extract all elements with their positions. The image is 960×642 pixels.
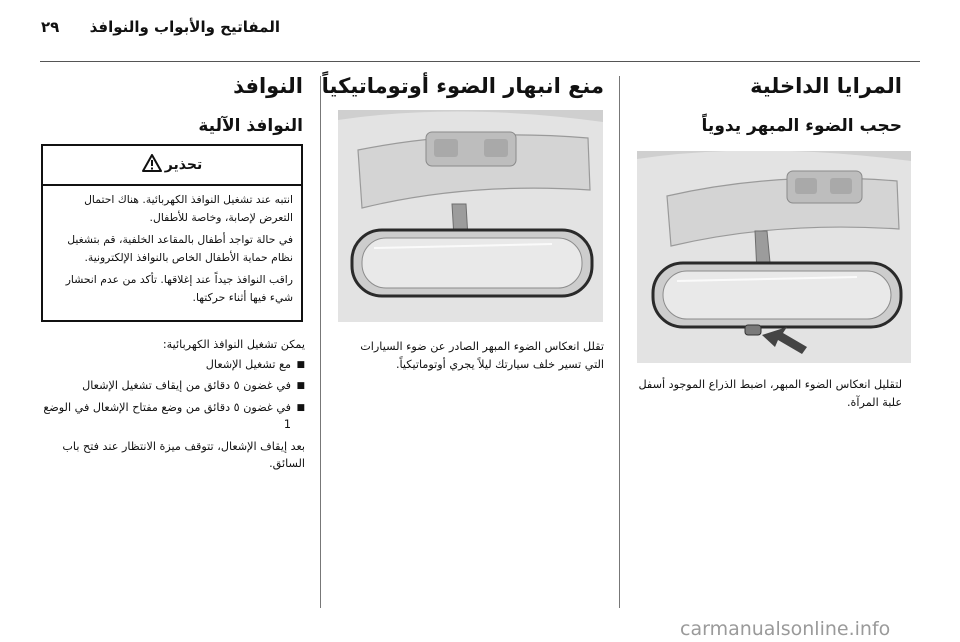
auto-dimming-mirror-illustration [338,110,603,322]
warning-body [43,186,301,306]
list-item [41,377,305,395]
section-subtitle: النوافذ الآلية [198,116,303,136]
windows-note: بعد إيقاف الإشعال، تتوقف ميزة الانتظار عند فتح باب السائق. [62,439,305,470]
middle-caption-block [338,338,604,373]
column-divider [320,76,321,608]
conditions-list [41,356,305,434]
section-title: النوافذ [233,74,303,98]
windows-intro: يمكن تشغيل النوافذ الكهربائية: [162,338,305,351]
list-item-text: مع تشغيل الإشعال [205,357,291,371]
list-item [41,356,305,374]
warning-paragraph: في حالة تواجد أطفال بالمقاعد الخلفية، قم بتشغيل نظام حماية الأطفال الخاص بالنوافذ الإلكترونية. [67,233,293,264]
warning-title: تحذير [164,157,203,173]
middle-caption: تقلل انعكاس الضوء المبهر الصادر عن ضوء السيارات التي تسير خلف سيارتك ليلاً يجري أوتوماتيكياً. [360,340,604,371]
square-bullet-icon: ■ [296,402,305,413]
warning-header [43,146,301,186]
warning-paragraph: راقب النوافذ جيداً عند إغلاقها. تأكد من عدم انحشار شيء فيها أثناء حركتها. [65,273,293,304]
warning-box [41,144,303,322]
left-column [41,70,303,138]
middle-column [321,70,604,102]
column-divider [619,76,620,608]
square-bullet-icon: ■ [296,359,305,370]
warning-paragraph: انتبه عند تشغيل النوافذ الكهربائية. هناك احتمال التعرض لإصابة، وخاصة للأطفال. [84,193,293,224]
right-caption: لتقليل انعكاس الضوء المبهر، اضبط الذراع الموجود أسفل علبة المرآة. [638,378,902,409]
header-rule [40,61,920,62]
manual-antiglare-mirror-illustration [637,151,911,363]
running-title: المفاتيح والأبواب والنوافذ [89,18,280,36]
list-item-text: في غضون ٥ دقائق من وضع مفتاح الإشعال في الوضع 1 [43,400,291,431]
list-item-text: في غضون ٥ دقائق من إيقاف تشغيل الإشعال [82,379,291,392]
left-text-block [41,336,305,473]
list-item [41,399,305,434]
page-number: ٢٩ [41,18,60,36]
square-bullet-icon: ■ [296,381,305,391]
right-caption-block [632,376,902,411]
warning-triangle-icon [142,154,162,176]
watermark: carmanualsonline.info [680,618,891,640]
section-title: منع انبهار الضوء أوتوماتيكياً [321,74,604,98]
right-column [632,70,902,138]
section-title: المرايا الداخلية [750,74,902,98]
section-subtitle: حجب الضوء المبهر يدوياً [701,116,902,136]
